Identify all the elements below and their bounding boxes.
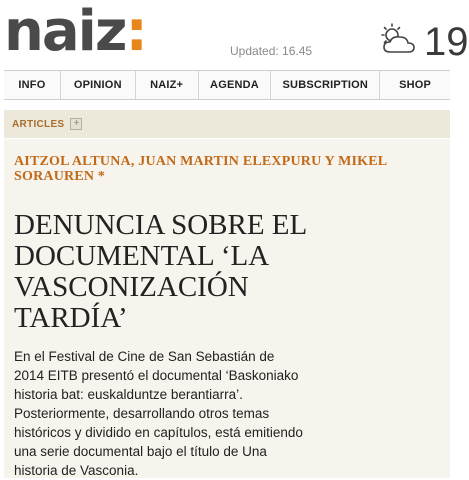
main-nav bbox=[4, 70, 450, 100]
partly-cloudy-icon bbox=[376, 22, 420, 56]
logo-wordmark: naiz bbox=[4, 0, 126, 64]
nav-naiz-plus[interactable]: NAIZ+ bbox=[136, 71, 199, 99]
temperature: 19 bbox=[424, 20, 469, 64]
section-label[interactable]: ARTICLES bbox=[12, 118, 65, 130]
site-header bbox=[0, 0, 469, 64]
nav-agenda[interactable]: AGENDA bbox=[199, 71, 272, 99]
article-authors: AITZOL ALTUNA, JUAN MARTIN ELEXPURU Y MIKEL SORAUREN * bbox=[14, 154, 387, 184]
section-bar bbox=[4, 110, 450, 138]
article-title: DENUNCIA SOBRE EL DOCUMENTAL ‘LA VASCONIZACIÓN TARDÍA’ bbox=[14, 209, 307, 334]
article-body: En el Festival de Cine de San Sebastián de 2014 EITB presentó el documental ‘Baskoniako historia bat: euskalduntze berantiarra’. Posteriormente, desarrollando otros temas históricos y dividido en capítulos, está emitiendo una serie documental bajo el título de Una historia de Vasconia. bbox=[14, 349, 303, 478]
naiz-logo[interactable] bbox=[4, 2, 146, 62]
updated-time: Updated: 16.45 bbox=[230, 44, 313, 58]
nav-subscription[interactable]: SUBSCRIPTION bbox=[271, 71, 380, 99]
logo-colon: : bbox=[125, 0, 146, 64]
nav-info[interactable]: INFO bbox=[4, 71, 61, 99]
nav-shop[interactable]: SHOP bbox=[399, 79, 432, 91]
nav-opinion[interactable]: OPINION bbox=[61, 71, 136, 99]
expand-plus-icon[interactable]: + bbox=[70, 118, 82, 130]
